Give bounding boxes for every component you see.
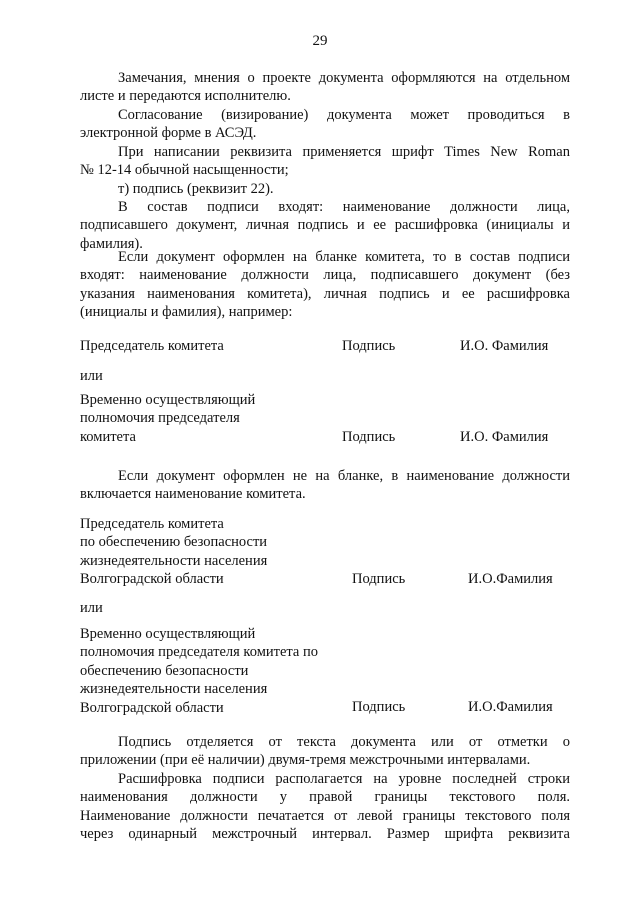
paragraph-remarks <box>80 69 570 106</box>
text-line: № 12-14 обычной насыщенности; <box>80 162 289 179</box>
example-1-name: И.О. Фамилия <box>460 338 549 354</box>
text-line: электронной форме в АСЭД. <box>80 125 257 142</box>
paragraph-font <box>80 143 570 180</box>
text-line: наименования должности у правой границы текстового поля. <box>80 789 570 806</box>
text-line: приложении (при её наличии) двумя-тремя межстрочными интервалами. <box>80 752 531 769</box>
or-separator: или <box>80 600 103 616</box>
paragraph-no-blank <box>80 467 570 504</box>
example-3-position <box>80 515 267 589</box>
position-line: Временно осуществляющий <box>80 626 256 642</box>
example-1-position: Председатель комитета <box>80 338 224 354</box>
position-line: Председатель комитета <box>80 516 224 532</box>
position-line: жизнедеятельности населения <box>80 681 268 698</box>
text-line: листе и передаются исполнителю. <box>80 88 291 105</box>
text-line: Если документ оформлен не на бланке, в наименование должности <box>118 468 570 484</box>
example-2-sign: Подпись <box>342 429 396 445</box>
position-line: полномочия председателя комитета по <box>80 644 318 661</box>
paragraph-decoding <box>80 770 570 844</box>
text-line: Подпись отделяется от текста документа или от отметки о <box>118 734 570 750</box>
example-3-name: И.О.Фамилия <box>468 571 553 587</box>
position-line: Временно осуществляющий <box>80 392 256 408</box>
paragraph-signature-spacing <box>80 733 570 770</box>
position-line: Волгоградской области <box>80 571 224 588</box>
text-line: Наименование должности печатается от левой границы текстового поля <box>80 807 570 824</box>
text-line: Расшифровка подписи располагается на уровне последней строки <box>118 771 570 787</box>
page-number: 29 <box>312 33 328 49</box>
text-line: т) подпись (реквизит 22). <box>118 181 274 197</box>
position-line: полномочия председателя <box>80 410 240 427</box>
paragraph-approval <box>80 106 570 143</box>
text-line: (инициалы и фамилия), например: <box>80 304 293 321</box>
example-2-position <box>80 391 255 446</box>
position-line: обеспечению безопасности <box>80 662 249 679</box>
position-line: по обеспечению безопасности <box>80 534 268 551</box>
text-line: Если документ оформлен на бланке комитета, то в состав подписи <box>118 249 570 265</box>
position-line: комитета <box>80 428 136 445</box>
example-3-sign: Подпись <box>352 571 406 587</box>
text-line: фамилия). <box>80 235 143 252</box>
text-line: входят: наименование должности лица, подписавшего документ (без <box>80 267 570 284</box>
example-1-sign: Подпись <box>342 338 396 354</box>
example-4-position <box>80 625 318 717</box>
example-4-sign: Подпись <box>352 699 406 715</box>
example-4-name: И.О.Фамилия <box>468 699 553 715</box>
text-line: Замечания, мнения о проекте документа оформляются на отдельном <box>118 70 570 86</box>
text-line: При написании реквизита применяется шрифт Times New Roman <box>118 144 570 160</box>
text-line: Согласование (визирование) документа может проводиться в <box>118 107 570 123</box>
paragraph-signature-composition <box>80 198 570 253</box>
example-2-name: И.О. Фамилия <box>460 429 549 445</box>
text-line: подписавшего документ, личная подпись и ее расшифровка (инициалы и <box>80 217 570 234</box>
position-line: Волгоградской области <box>80 699 224 716</box>
position-line: жизнедеятельности населения <box>80 552 268 569</box>
text-line: указания наименования комитета), личная подпись и ее расшифровка <box>80 285 570 302</box>
text-line: включается наименование комитета. <box>80 486 306 503</box>
paragraph-signature-item <box>80 180 570 198</box>
paragraph-blank-signature <box>80 248 570 322</box>
or-separator: или <box>80 368 103 384</box>
text-line: через одинарный межстрочный интервал. Размер шрифта реквизита <box>80 826 570 843</box>
text-line: В состав подписи входят: наименование должности лица, <box>118 199 570 215</box>
